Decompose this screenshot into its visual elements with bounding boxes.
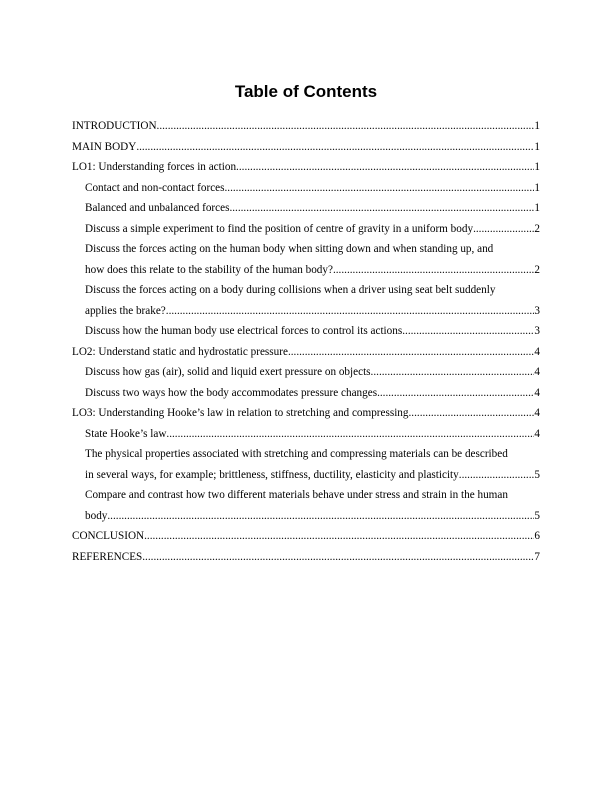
toc-page-number: 2 xyxy=(534,222,540,235)
dot-leader xyxy=(144,526,534,547)
dot-leader xyxy=(166,424,534,445)
dot-leader xyxy=(371,362,535,383)
toc-entry-main-body[interactable] xyxy=(72,137,540,158)
toc-entry-contact-forces[interactable] xyxy=(72,178,540,199)
toc-page-number: 4 xyxy=(534,345,540,358)
dot-leader xyxy=(224,178,534,199)
toc-page-number: 4 xyxy=(534,427,540,440)
toc-page-number: 5 xyxy=(534,509,540,522)
toc-entry-electrical-forces[interactable] xyxy=(72,321,540,342)
toc-page-number: 4 xyxy=(534,386,540,399)
toc-entry-balanced-forces[interactable] xyxy=(72,198,540,219)
toc-page-number: 5 xyxy=(534,468,540,481)
toc-entry-lo3[interactable] xyxy=(72,403,540,424)
toc-entry-centre-of-gravity[interactable] xyxy=(72,219,540,240)
dot-leader xyxy=(107,506,534,527)
toc-page-number: 6 xyxy=(534,530,540,542)
toc-entry-text-line1: Discuss the forces acting on the human body when sitting down and when standing up, and xyxy=(85,243,494,255)
dot-leader xyxy=(377,383,534,404)
dot-leader xyxy=(136,137,534,158)
toc-entry-text: CONCLUSION xyxy=(72,530,145,542)
toc-entry-hookes-law[interactable] xyxy=(72,424,540,445)
toc-entry-text-line2: applies the brake? xyxy=(85,304,166,317)
toc-page-number: 7 xyxy=(534,550,540,563)
toc-entry-pressure-changes[interactable] xyxy=(72,383,540,404)
toc-entry-physical-properties[interactable] xyxy=(72,444,540,485)
toc-entry-collisions[interactable] xyxy=(72,280,540,321)
toc-entry-text: Discuss how the human body use electrical forces to control its actions xyxy=(85,325,403,337)
toc-entry-compare-materials[interactable] xyxy=(72,485,540,526)
toc-page-number: 1 xyxy=(534,140,540,153)
toc-entry-lo1[interactable] xyxy=(72,157,540,178)
toc-entry-sitting-standing[interactable] xyxy=(72,239,540,280)
toc-entry-text: LO3: Understanding Hooke’s law in relation to stretching and compressing xyxy=(72,407,409,419)
dot-leader xyxy=(157,116,535,137)
toc-entry-text: Discuss a simple experiment to find the position of centre of gravity in a uniform body xyxy=(85,222,474,235)
toc-page-number: 2 xyxy=(534,263,540,276)
toc-entry-text-line2: body xyxy=(85,509,108,522)
toc-entry-text: REFERENCES xyxy=(72,550,143,563)
dot-leader xyxy=(473,219,534,240)
toc-entry-text-line1: The physical properties associated with stretching and compressing materials can be described xyxy=(85,448,508,460)
page-title: Table of Contents xyxy=(234,82,378,101)
toc-page-number: 3 xyxy=(534,304,540,317)
dot-leader xyxy=(459,465,535,486)
toc-entry-lo2[interactable] xyxy=(72,342,540,363)
toc-list xyxy=(72,116,540,567)
toc-entry-references[interactable] xyxy=(72,547,540,568)
toc-page-number: 1 xyxy=(534,181,540,194)
dot-leader xyxy=(333,260,534,281)
toc-entry-introduction[interactable] xyxy=(72,116,540,137)
toc-entry-conclusion[interactable] xyxy=(72,526,540,547)
dot-leader xyxy=(288,342,534,363)
toc-entry-text: Discuss how gas (air), solid and liquid exert pressure on objects xyxy=(85,366,371,378)
dot-leader xyxy=(236,157,534,178)
toc-entry-text: Contact and non-contact forces xyxy=(85,181,225,194)
dot-leader xyxy=(229,198,534,219)
toc-page-number: 1 xyxy=(534,120,540,132)
toc-entry-text-line2: in several ways, for example; brittleness, stiffness, ductility, elasticity and plasticity xyxy=(85,468,459,481)
toc-entry-gas-solid-liquid[interactable] xyxy=(72,362,540,383)
toc-page-number: 1 xyxy=(534,161,540,173)
toc-entry-text: Balanced and unbalanced forces xyxy=(85,202,230,214)
dot-leader xyxy=(402,321,534,342)
toc-entry-text: LO1: Understanding forces in action xyxy=(72,161,237,173)
toc-entry-text: LO2: Understand static and hydrostatic pressure xyxy=(72,345,288,358)
toc-entry-text: Discuss two ways how the body accommodates pressure changes xyxy=(85,386,378,399)
toc-entry-text: State Hooke’s law xyxy=(85,427,167,440)
toc-entry-text: INTRODUCTION xyxy=(72,120,157,132)
dot-leader xyxy=(409,403,535,424)
toc-entry-text: MAIN BODY xyxy=(72,140,137,153)
toc-page-number: 1 xyxy=(534,202,540,214)
toc-page-number: 4 xyxy=(534,407,540,419)
dot-leader xyxy=(142,547,534,568)
toc-page-number: 3 xyxy=(534,325,540,337)
toc-entry-text-line1: Discuss the forces acting on a body during collisions when a driver using seat belt suddenly xyxy=(85,284,496,296)
toc-page-number: 4 xyxy=(534,366,540,378)
toc-entry-text-line2: how does this relate to the stability of the human body? xyxy=(85,263,333,276)
toc-entry-text-line1: Compare and contrast how two different materials behave under stress and strain in the human xyxy=(85,489,508,501)
dot-leader xyxy=(166,301,535,322)
